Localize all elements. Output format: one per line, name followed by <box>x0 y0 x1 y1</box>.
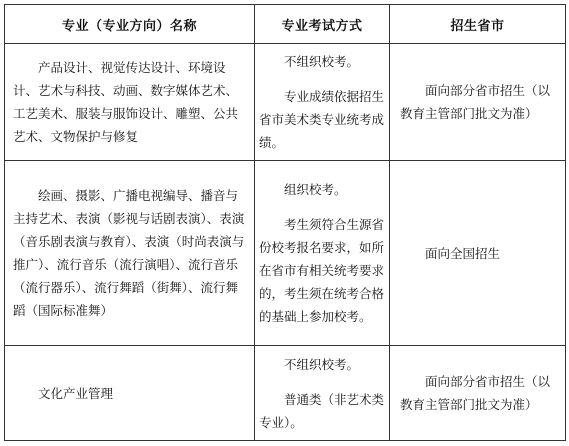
exam-mode-cell <box>255 161 390 346</box>
major-list: 产品设计、视觉传达设计、环境设计、艺术与科技、动画、数字媒体艺术、工艺美术、服装与服饰设计、雕塑、公共艺术、文物保护与修复 <box>13 60 239 144</box>
exam-mode-line: 不组织校考。 <box>284 356 360 372</box>
major-cell <box>5 161 255 346</box>
provinces-cell <box>390 161 566 346</box>
header-major: 专业（专业方向）名称 <box>5 5 255 44</box>
header-provinces: 招生省市 <box>390 5 566 44</box>
exam-mode-cell <box>255 44 390 161</box>
major-list: 文化产业管理 <box>38 385 114 401</box>
table-row <box>5 44 566 161</box>
exam-mode-cell <box>255 346 390 441</box>
exam-mode-line: 组织校考。 <box>284 182 347 197</box>
exam-mode-line: 不组织校考。 <box>284 54 360 69</box>
provinces-cell <box>390 44 566 161</box>
table-header-row <box>5 5 566 44</box>
provinces-text: 面向部分省市招生（以教育主管部门批文为准） <box>400 83 551 121</box>
table-row <box>5 161 566 346</box>
provinces-text: 面向部分省市招生（以教育主管部门批文为准） <box>400 374 551 412</box>
exam-mode-line: 普通类（非艺术类专业）。 <box>259 391 385 430</box>
provinces-text: 面向全国招生 <box>425 245 501 261</box>
major-cell <box>5 346 255 441</box>
admissions-table <box>4 4 566 441</box>
major-list: 绘画、摄影、广播电视编导、播音与主持艺术、表演（影视与话剧表演）、表演（音乐剧表演与教育）、表演（时尚表演与推广）、流行音乐（流行演唱）、流行音乐（流行器乐）、流行舞蹈（街舞）、流行舞蹈（国际标准舞） <box>13 188 245 318</box>
exam-mode-line: 专业成绩依据招生省市美术类专业统考成绩。 <box>259 89 385 150</box>
table-row <box>5 346 566 441</box>
provinces-cell <box>390 346 566 441</box>
exam-mode-line: 考生须符合生源省份校考报名要求，如所在省市有相关统考要求的，考生须在统考合格的基础上参加校考。 <box>259 217 385 324</box>
major-cell <box>5 44 255 161</box>
header-exam-mode: 专业考试方式 <box>255 5 390 44</box>
